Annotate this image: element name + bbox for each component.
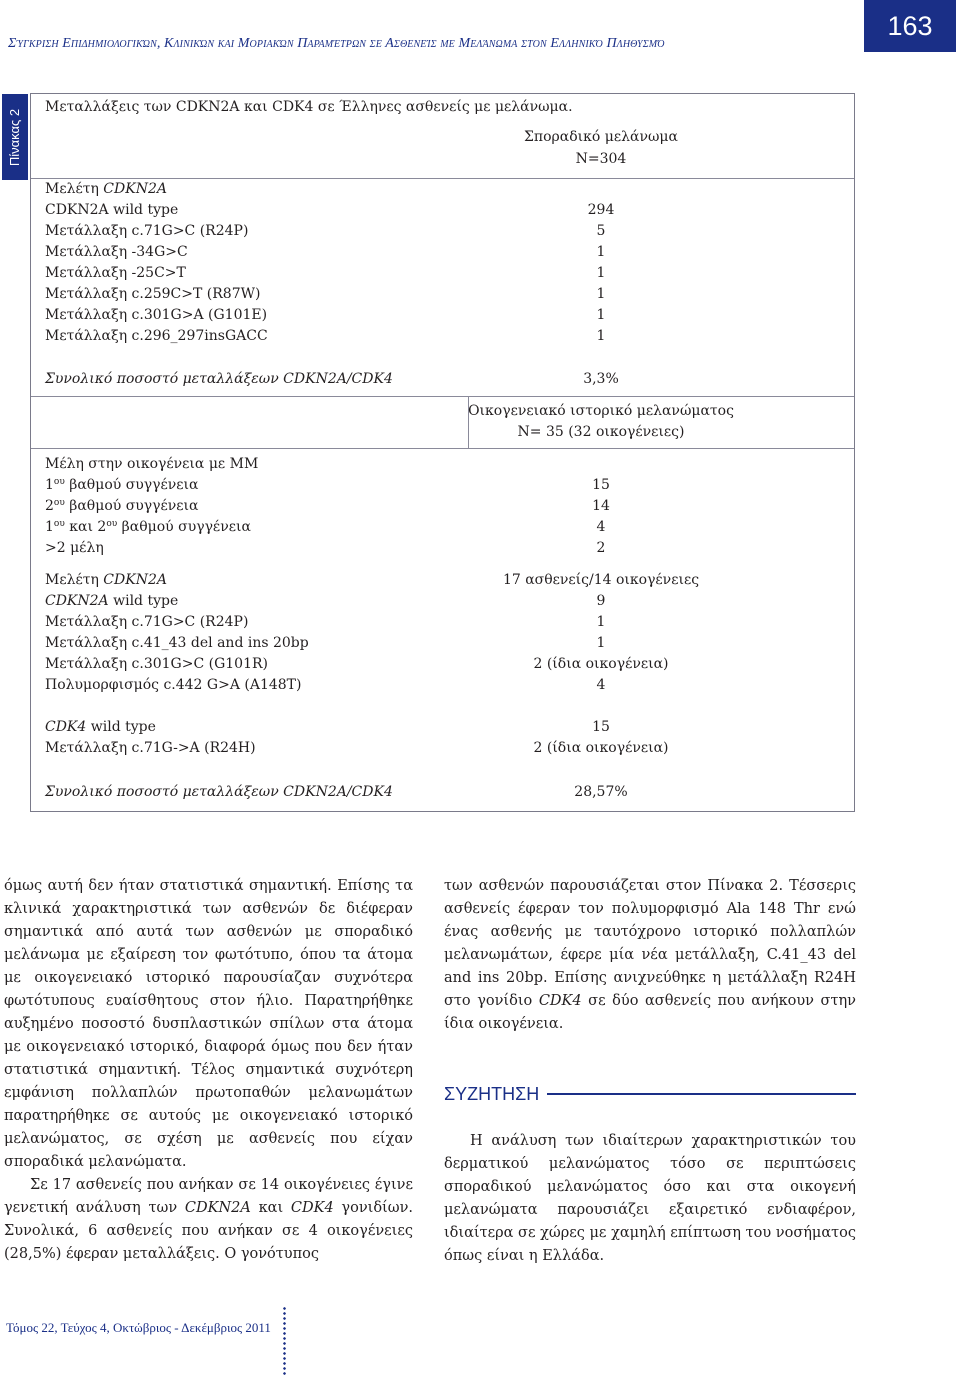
sporadic-row-label: Μετάλλαξη c.259C>T (R87W) [45,286,261,302]
footer-dotted-divider [282,1306,287,1376]
familial-row-label: Μετάλλαξη c.301G>C (G101R) [45,656,268,672]
familial-row-value: 9 [596,593,606,609]
sporadic-study-label [45,180,167,198]
sporadic-total-label: Συνολικό ποσοστό μεταλλάξεων CDKN2A/CDK4 [45,371,393,387]
right-column-discussion [444,1130,856,1268]
sporadic-heading: Σποραδικό μελάνωμα [524,129,678,145]
cdk4-mutation-label: Μετάλλαξη c.71G->A (R24H) [45,740,256,756]
members-row-value: 14 [592,498,610,514]
familial-study-label [45,571,167,589]
study-gene: CDKN2A [103,181,167,197]
right-column [444,875,856,1036]
section-title-text: ΣΥΖΗΤΗΣΗ [444,1083,540,1104]
ordinal: 2 [45,498,54,514]
gene-name: CDK4 [45,719,87,735]
section-title-rule [547,1093,856,1095]
text-run: των ασθενών παρουσιάζεται στον Πίνακα 2. Τέσσερις ασθενείς έφεραν τον πολυμορφισμό Ala 148 Thr ενώ ένας ασθενής με ταυτόχρονο ιστορικό πολλαπλών μελανωμάτων, έφερε μία νέα μετάλλαξη, C.41_43 del and ins 20bp. Επίσης ανιχνεύθηκε η μετάλλαξη R24H στο γονίδιο [444,878,856,1009]
ordinal-suffix: ου [53,477,65,487]
sporadic-row-label: CDKN2A wild type [45,202,179,218]
footer-text: , Τεύχος [54,1320,101,1335]
ordinal: 1 [45,519,54,535]
members-row-value: 4 [596,519,606,535]
familial-row-value: 4 [596,677,606,693]
sporadic-row-label: Μετάλλαξη -34G>C [45,244,188,260]
label-text: βαθμού συγγένεια [64,477,199,493]
gene-name: CDK4 [290,1200,334,1216]
running-title: Σύγκριση Επιδημιολογικών, Κλινικών και Μοριακών Παραμέτρων σε Ασθενείς με Μελάνωμα στον Ελληνικό Πληθυσμό [8,36,665,51]
text-run: γονιδίων. Συνολικά, 6 ασθενείς που ανήκαν σε 4 οικογένειες (28,5%) έφεραν μεταλλάξεις. Ο γονότυπος [4,1200,413,1262]
familial-row-value: 1 [596,614,606,630]
members-row-value: 2 [596,540,606,556]
label-text: wild type [108,593,179,609]
cdk4-mutation-value: 2 (ίδια οικογένεια) [533,740,669,756]
members-row-label [45,518,251,536]
footer-period: Οκτώβριος - Δεκέμβριος 2011 [113,1320,271,1335]
gene-name: CDKN2A [45,593,109,609]
ordinal-suffix: ου [53,498,65,508]
label-text: βαθμού συγγένεια [117,519,251,535]
table-2 [30,93,855,812]
gene-name: CDK4 [538,993,582,1009]
ordinal: 1 [45,477,54,493]
footer-text: Τόμος [6,1320,42,1335]
sporadic-row-value: 1 [596,244,606,260]
table-rule [31,396,854,397]
ordinal-suffix: ου [106,519,118,529]
members-row-label: >2 μέλη [45,540,104,556]
page-number: 163 [864,0,956,52]
sporadic-row-label: Μετάλλαξη -25C>T [45,265,186,281]
familial-row-label [45,592,178,610]
footer-issue: 4 [100,1320,107,1335]
familial-row-value: 1 [596,635,606,651]
familial-row-label: Μετάλλαξη c.41_43 del and ins 20bp [45,635,309,651]
label-text: wild type [86,719,156,735]
members-row-value: 15 [592,477,610,493]
familial-total-label: Συνολικό ποσοστό μεταλλάξεων CDKN2A/CDK4 [45,784,393,800]
familial-heading: Οικογενειακό ιστορικό μελανώματος [468,403,734,419]
footer [6,1320,271,1336]
footer-text: , [106,1320,114,1335]
text-run: και [250,1200,291,1216]
text-run: σε δύο ασθενείς που ανήκουν στην ίδια οικογένεια. [444,993,856,1032]
sporadic-row-value: 1 [596,286,606,302]
familial-n: N= 35 (32 οικογένειες) [517,424,685,440]
study-prefix: Μελέτη [45,572,104,588]
paragraph: όμως αυτή δεν ήταν στατιστικά σημαντική. Επίσης τα κλινικά χαρακτηριστικά των ασθενών δε διέφεραν σημαντικά από αυτά των ασθενών με σποραδικό μελάνωμα με εξαίρεση τον φωτότυπο, όπου τα άτομα με οικογενειακό ιστορικό παρουσίαζαν συχνότερα φωτότυπους ευαίσθητους στον ήλιο. Παρατηρήθηκε αυξημένο ποσοστό δυσπλαστικών σπίλων στα άτομα με οικογενειακό ιστορικό, διαφορά όμως που δεν ήταν στατιστικά σημαντική. Τέλος σημαντικά συχνότερη εμφάνιση πολλαπλών πρωτοπαθών μελανωμάτων παρατηρήθηκε σε αυτούς με οικογενειακό ιστορικό μελανώματος, σε σχέση με ασθενείς που είχαν σποραδικά μελανώματα. [4,878,413,1170]
gene-name: CDKN2A [184,1200,251,1216]
sporadic-row-value: 1 [596,328,606,344]
table-side-tab [2,94,28,180]
study-gene: CDKN2A [103,572,167,588]
sporadic-row-value: 1 [596,265,606,281]
sporadic-row-value: 5 [596,223,606,239]
familial-row-label: Μετάλλαξη c.71G>C (R24P) [45,614,249,630]
ordinal-suffix: ου [53,519,65,529]
members-heading: Μέλη στην οικογένεια με ΜΜ [45,456,259,472]
sporadic-row-value: 294 [587,202,615,218]
footer-volume: 22 [41,1320,55,1335]
sporadic-n: N=304 [575,151,627,167]
label-text: βαθμού συγγένεια [64,498,199,514]
table-rule [31,178,854,179]
paragraph: Η ανάλυση των ιδιαίτερων χαρακτηριστικών του δερματικού μελανώματος τόσο σε περιπτώσεις σποραδικού μελανώματος όσο και στα οικογενή μελανώματα παρουσιάζει εξαιρετικό ενδιαφέρον, ιδιαίτερα σε χώρες με χαμηλή επίπτωση του νοσήματος όπως είναι η Ελλάδα. [444,1133,856,1264]
section-title [444,1082,856,1106]
cdk4-wild-type-label [45,718,156,736]
table-caption: Μεταλλάξεις των CDKN2A και CDK4 σε Έλληνες ασθενείς με μελάνωμα. [45,99,573,115]
study-prefix: Μελέτη [45,181,104,197]
text-run: Σε 17 ασθενείς που ανήκαν σε 14 οικογένειες έγινε γενετική ανάλυση των [4,1177,413,1216]
sporadic-total-value: 3,3% [583,371,619,387]
paragraph [444,875,856,1036]
sporadic-row-label: Μετάλλαξη c.301G>A (G101E) [45,307,268,323]
sporadic-row-label: Μετάλλαξη c.296_297insGACC [45,328,268,344]
paragraph [4,1174,413,1266]
label-text: και 2 [64,519,107,535]
familial-row-label: Πολυμορφισμός c.442 G>A (A148T) [45,677,302,693]
familial-total-value: 28,57% [574,784,628,800]
members-row-label [45,476,199,494]
sporadic-row-label: Μετάλλαξη c.71G>C (R24P) [45,223,249,239]
table-side-tab-label: Πίνακας 2 [7,108,23,166]
left-column [4,875,413,1266]
sporadic-row-value: 1 [596,307,606,323]
cdk4-wild-type-value: 15 [592,719,610,735]
members-row-label [45,497,199,515]
familial-study-value: 17 ασθενείς/14 οικογένειες [502,572,700,588]
familial-row-value: 2 (ίδια οικογένεια) [533,656,669,672]
table-rule [31,448,854,449]
